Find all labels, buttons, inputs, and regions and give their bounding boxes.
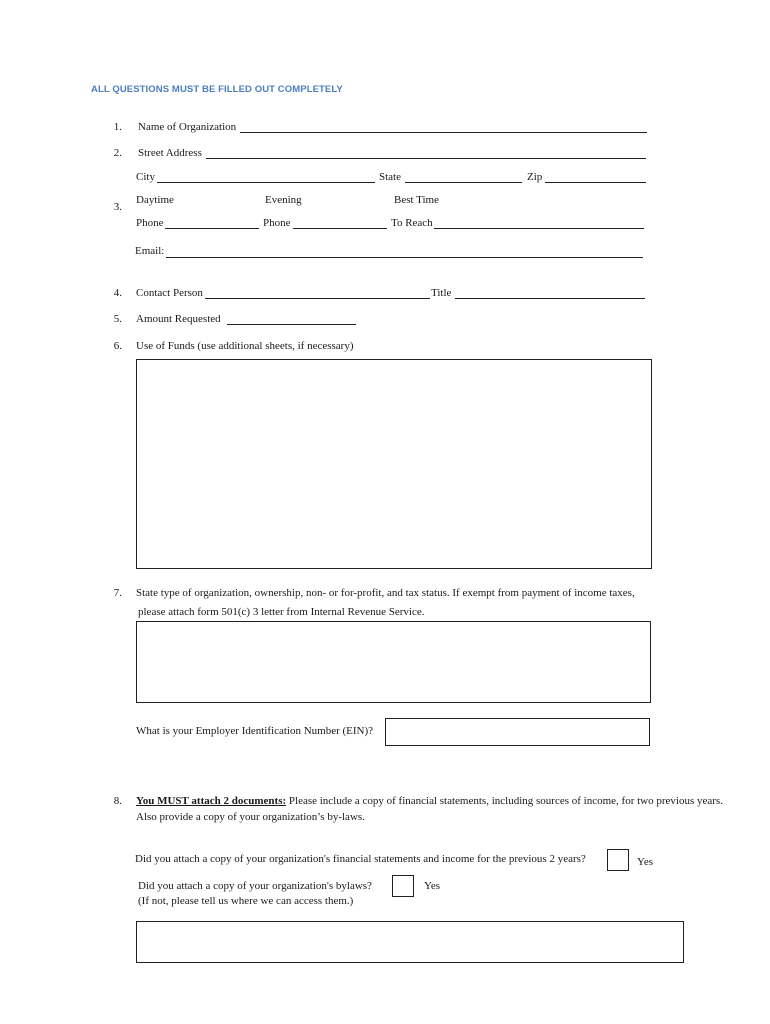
- zip-label: Zip: [527, 171, 543, 183]
- contact-person-label: Contact Person: [136, 287, 203, 299]
- bylaws-access-box[interactable]: [136, 921, 684, 963]
- evening-phone-field[interactable]: [293, 228, 387, 229]
- q3-number: 3.: [113, 201, 122, 213]
- q7-text-line2: please attach form 501(c) 3 letter from Internal Revenue Service.: [138, 606, 425, 618]
- financials-yes-checkbox[interactable]: [607, 849, 629, 871]
- contact-person-field[interactable]: [205, 298, 430, 299]
- q1-label: Name of Organization: [138, 121, 237, 133]
- q8-text-line1: [136, 795, 723, 807]
- q8-instructions: Please include a copy of financial statements, including sources of income, for two previous years.: [286, 795, 723, 807]
- to-reach-label: To Reach: [391, 217, 433, 229]
- financials-question: Did you attach a copy of your organization's financial statements and income for the previous 2 years?: [135, 853, 586, 865]
- daytime-phone-field[interactable]: [165, 228, 259, 229]
- ein-input[interactable]: [385, 718, 650, 746]
- q5-number: 5.: [113, 313, 122, 325]
- street-address-field[interactable]: [206, 158, 646, 159]
- bylaws-question: Did you attach a copy of your organization's bylaws?: [138, 880, 372, 892]
- q4-number: 4.: [113, 287, 122, 299]
- day-phone-label: Phone: [136, 217, 164, 229]
- q8-number: 8.: [113, 795, 122, 807]
- email-label: Email:: [135, 245, 165, 257]
- city-field[interactable]: [157, 182, 375, 183]
- state-label: State: [379, 171, 401, 183]
- evening-phone-label: Phone: [263, 217, 291, 229]
- title-label: Title: [431, 287, 452, 299]
- zip-field[interactable]: [545, 182, 646, 183]
- organization-type-box[interactable]: [136, 621, 651, 703]
- city-label: City: [136, 171, 155, 183]
- q8-requirement: You MUST attach 2 documents:: [136, 795, 287, 807]
- form-header: ALL QUESTIONS MUST BE FILLED OUT COMPLETELY: [91, 84, 343, 95]
- email-field[interactable]: [166, 257, 643, 258]
- use-of-funds-label: Use of Funds (use additional sheets, if necessary): [136, 340, 354, 352]
- best-time-field[interactable]: [434, 228, 644, 229]
- financials-yes-label: Yes: [637, 856, 654, 868]
- bylaws-yes-label: Yes: [424, 880, 441, 892]
- ein-label: What is your Employer Identification Number (EIN)?: [136, 725, 374, 737]
- q2-label: Street Address: [138, 147, 202, 159]
- evening-label: Evening: [265, 194, 302, 206]
- daytime-label: Daytime: [136, 194, 174, 206]
- q8-text-line2: Also provide a copy of your organization’s by-laws.: [136, 811, 365, 823]
- best-time-label: Best Time: [394, 194, 439, 206]
- bylaws-note: (If not, please tell us where we can access them.): [138, 895, 354, 907]
- organization-name-field[interactable]: [240, 132, 647, 133]
- q6-number: 6.: [113, 340, 122, 352]
- amount-requested-label: Amount Requested: [136, 313, 221, 325]
- q1-number: 1.: [113, 121, 122, 133]
- q2-number: 2.: [113, 147, 122, 159]
- bylaws-yes-checkbox[interactable]: [392, 875, 414, 897]
- q7-text-line1: State type of organization, ownership, non- or for-profit, and tax status. If exempt from payment of income taxes,: [136, 587, 635, 599]
- use-of-funds-box[interactable]: [136, 359, 652, 569]
- title-field[interactable]: [455, 298, 645, 299]
- state-field[interactable]: [405, 182, 522, 183]
- q7-number: 7.: [113, 587, 122, 599]
- amount-requested-field[interactable]: [227, 324, 356, 325]
